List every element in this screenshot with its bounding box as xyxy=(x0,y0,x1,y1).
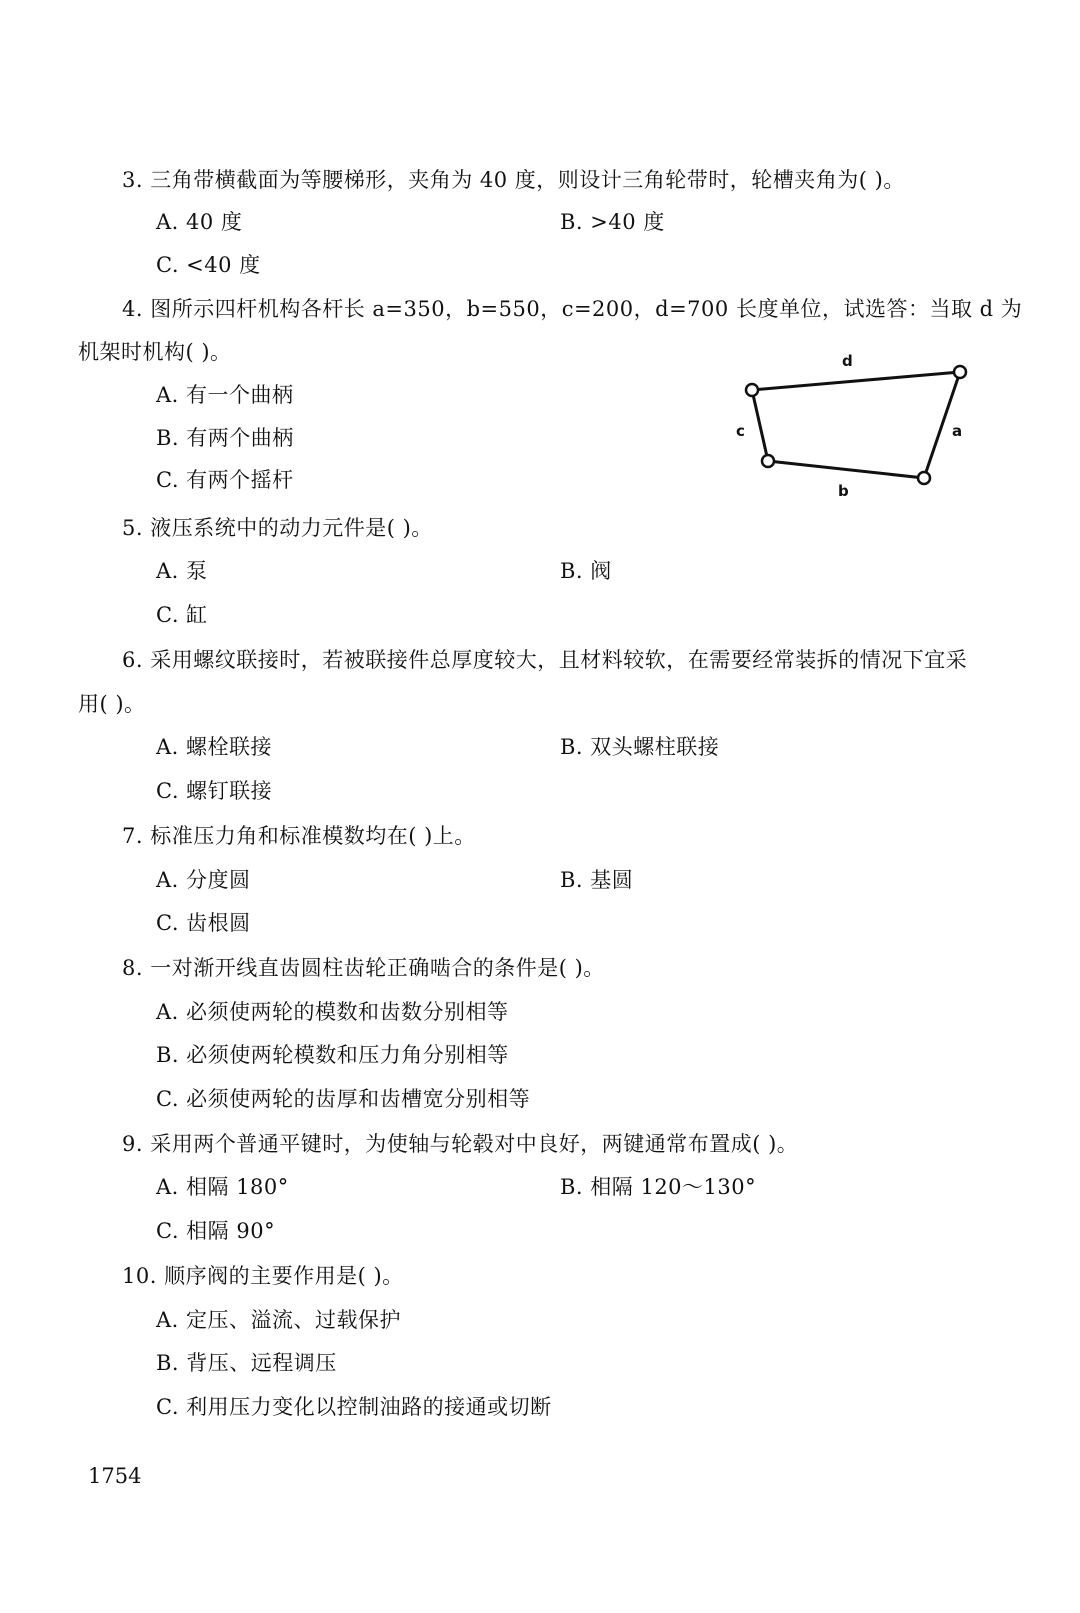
four-bar-linkage-diagram xyxy=(736,350,1000,520)
question-10-option-a: A. 定压、溢流、过载保护 xyxy=(156,1308,402,1332)
question-8-option-c: C. 必须使两轮的齿厚和齿槽宽分别相等 xyxy=(156,1087,531,1111)
question-3-option-a: A. 40 度 xyxy=(156,210,243,234)
question-8-option-a: A. 必须使两轮的模数和齿数分别相等 xyxy=(156,1000,509,1024)
question-6-stem-continued: 用( )。 xyxy=(78,692,146,716)
question-7-option-c: C. 齿根圆 xyxy=(156,911,251,935)
question-9-option-a: A. 相隔 180° xyxy=(156,1175,289,1199)
question-5-stem: 5. 液压系统中的动力元件是( )。 xyxy=(122,516,433,540)
question-7-option-a: A. 分度圆 xyxy=(156,868,251,892)
question-7-stem: 7. 标准压力角和标准模数均在( )上。 xyxy=(122,824,476,848)
label-a: a xyxy=(952,422,963,440)
label-d: d xyxy=(842,352,853,370)
question-6-stem: 6. 采用螺纹联接时，若被联接件总厚度较大，且材料较软，在需要经常装拆的情况下宜采 xyxy=(122,648,968,672)
question-4-stem: 4. 图所示四杆机构各杆长 a=350，b=550，c=200，d=700 长度单位，试选答：当取 d 为 xyxy=(122,297,1023,321)
question-7-option-b: B. 基圆 xyxy=(560,868,634,892)
question-5-option-c: C. 缸 xyxy=(156,603,208,627)
link-d xyxy=(752,372,960,390)
question-9-stem: 9. 采用两个普通平键时，为使轴与轮毂对中良好，两键通常布置成( )。 xyxy=(122,1132,799,1156)
question-4-option-c: C. 有两个摇杆 xyxy=(156,468,294,492)
page-number: 1754 xyxy=(88,1464,142,1488)
joint-bc xyxy=(762,455,774,467)
question-10-stem: 10. 顺序阀的主要作用是( )。 xyxy=(122,1264,404,1288)
question-9-option-c: C. 相隔 90° xyxy=(156,1219,276,1243)
link-c xyxy=(752,390,768,461)
question-6-option-c: C. 螺钉联接 xyxy=(156,779,273,803)
question-6-option-b: B. 双头螺柱联接 xyxy=(560,735,720,759)
question-8-stem: 8. 一对渐开线直齿圆柱齿轮正确啮合的条件是( )。 xyxy=(122,956,605,980)
joint-cd xyxy=(746,384,758,396)
label-c: c xyxy=(736,422,745,440)
question-6-option-a: A. 螺栓联接 xyxy=(156,735,273,759)
question-10-option-c: C. 利用压力变化以控制油路的接通或切断 xyxy=(156,1395,552,1419)
question-4-option-a: A. 有一个曲柄 xyxy=(156,383,294,407)
question-3-stem: 3. 三角带横截面为等腰梯形，夹角为 40 度，则设计三角轮带时，轮槽夹角为( )。 xyxy=(122,168,905,192)
joint-ab xyxy=(918,472,930,484)
question-5-option-b: B. 阀 xyxy=(560,559,612,583)
question-3-option-b: B. >40 度 xyxy=(560,210,665,234)
question-4-option-b: B. 有两个曲柄 xyxy=(156,426,294,450)
question-5-option-a: A. 泵 xyxy=(156,559,208,583)
link-b xyxy=(768,461,924,478)
label-b: b xyxy=(838,482,849,500)
question-3-option-c: C. <40 度 xyxy=(156,253,261,277)
joint-da xyxy=(954,366,966,378)
question-9-option-b: B. 相隔 120～130° xyxy=(560,1175,757,1199)
question-8-option-b: B. 必须使两轮模数和压力角分别相等 xyxy=(156,1043,509,1067)
question-10-option-b: B. 背压、远程调压 xyxy=(156,1351,337,1375)
question-4-stem-continued: 机架时机构( )。 xyxy=(78,340,232,364)
